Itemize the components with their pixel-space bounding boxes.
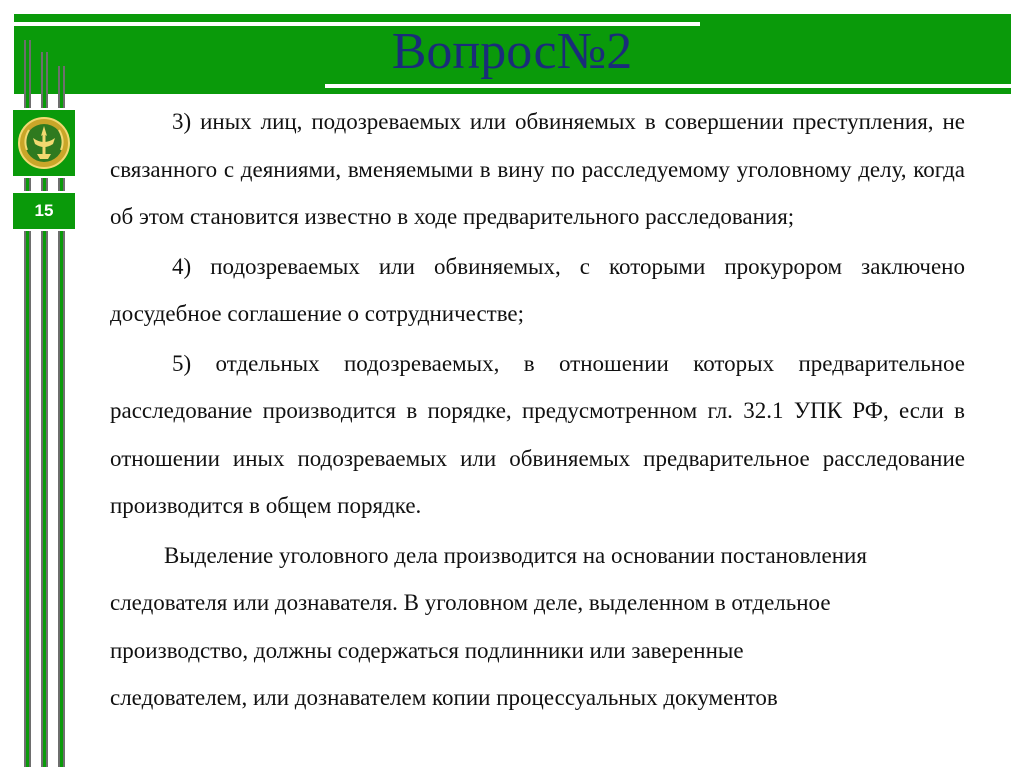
slide-title: Вопрос№2 bbox=[391, 23, 633, 80]
closing-paragraph-line: производство, должны содержаться подлинники или заверенные bbox=[110, 637, 744, 663]
emblem-tile bbox=[11, 108, 77, 178]
page-number-badge: 15 bbox=[11, 191, 77, 231]
list-item: 3) иных лиц, подозреваемых или обвиняемых в совершении преступления, не связанного с деяниями, вменяемыми в вину по расследуемому уголовному делу, когда об этом становится известно в ходе предварительного расследования; bbox=[110, 109, 965, 229]
closing-paragraph-line: следователем, или дознавателем копии процессуальных документов bbox=[110, 685, 778, 710]
slide-body bbox=[110, 98, 965, 722]
closing-paragraph-line: следователя или дознавателя. В уголовном деле, выделенном в отдельное bbox=[110, 590, 831, 615]
list-item: 4) подозреваемых или обвиняемых, с которыми прокурором заключено досудебное соглашение о сотрудничестве; bbox=[110, 253, 965, 326]
title-divider-bottom bbox=[325, 84, 1011, 88]
closing-paragraph-line: Выделение уголовного дела производится на основании постановления bbox=[164, 542, 867, 568]
list-item: 5) отдельных подозреваемых, в отношении которых предварительное расследование производится в порядке, предусмотренном гл. 32.1 УПК РФ, если в отношении иных подозреваемых или обвиняемых предварительное расследование производится в общем порядке. bbox=[110, 350, 965, 518]
emblem-icon bbox=[13, 110, 75, 176]
